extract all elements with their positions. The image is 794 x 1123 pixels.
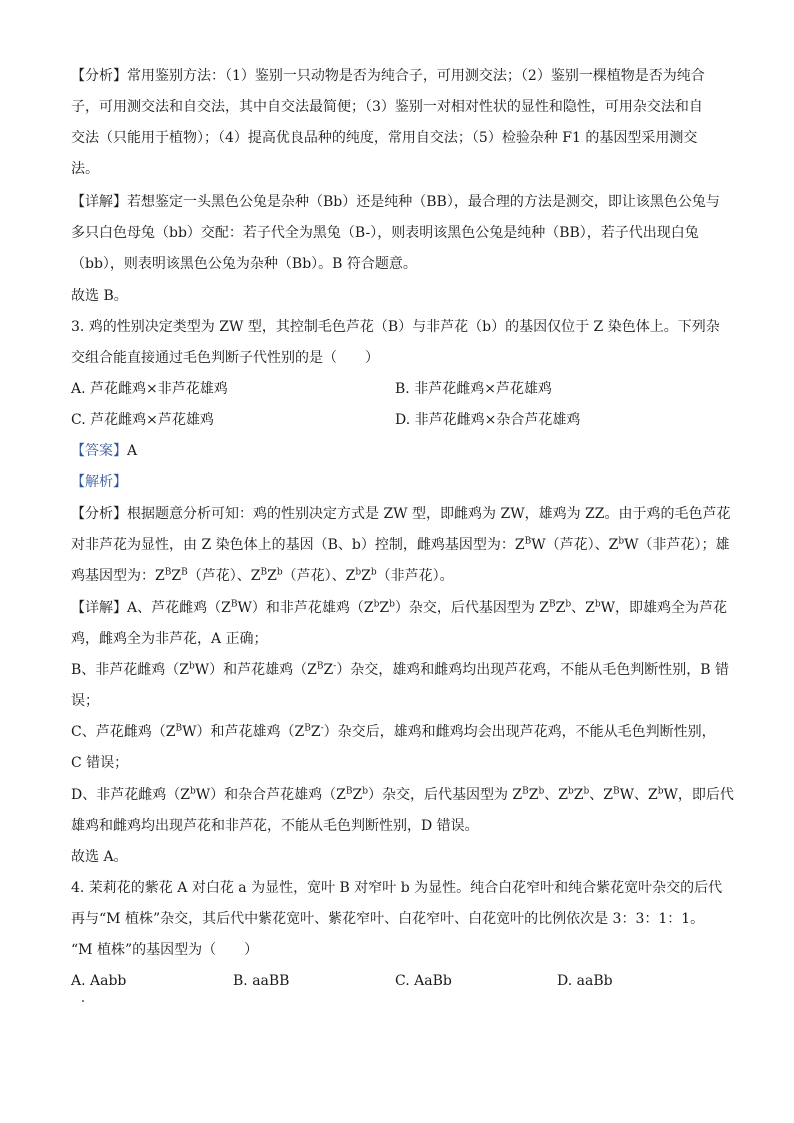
option-b: B. 非芦花雌鸡×芦花雄鸡 (395, 381, 552, 397)
detail-text: （bb），则表明该黑色公兔为杂种（Bb）。B 符合题意。 (71, 256, 417, 272)
option-a: A. Aabb (71, 973, 127, 989)
analysis-text: 法。 (71, 161, 99, 177)
question-stem: 4. 茉莉花的紫花 A 对白花 a 为显性，宽叶 B 对窄叶 b 为显性。纯合白花窄叶和纯合紫花宽叶杂交的后代 (71, 880, 723, 896)
detail-text: A、芦花雌鸡$(Z^BW)$和非芦花雄鸡$(Z^bZ^b)$杂交，后代基因型为 $Z^BZ^b$、$Z^bW$，即雄鸡全为芦花 (127, 599, 728, 616)
analysis-text: 鸡基因型为：$Z^BZ^B$（芦花）、$Z^BZ^b$（芦花）、$Z^bZ^b$（非芦花）。 (71, 567, 454, 584)
answer-value: A (127, 443, 138, 459)
question-stem: 再与“M 植株”杂交，其后代中紫花宽叶、紫花窄叶、白花窄叶、白花宽叶的比例依次是 3：3：1：1。 (71, 911, 705, 927)
detail-text: 若想鉴定一头黑色公兔是杂种（Bb）还是纯种（BB），最合理的方法是测交，即让该黑色公兔与 (127, 194, 720, 210)
conclusion-text: 故选 A。 (71, 849, 128, 865)
option-d: D. 非芦花雌鸡×杂合芦花雄鸡 (395, 412, 581, 428)
stray-mark (82, 1000, 84, 1002)
analysis-paragraph-line (71, 504, 731, 524)
detail-text: 多只白色母兔（bb）交配：若子代全为黑兔（B-），则表明该黑色公兔是纯种（BB），若子代出现白兔 (71, 225, 699, 241)
option-c: C. AaBb (395, 973, 452, 989)
analysis-text: 交法（只能用于植物）；（4）提高优良品种的纯度，常用自交法；（5）检验杂种 F1 的基因型采用测交 (71, 130, 698, 146)
answer-line (71, 441, 137, 461)
detail-tag: 【详解】 (71, 194, 127, 210)
question-stem: “M 植株”的基因型为（ ） (71, 942, 259, 958)
option-c: C. 芦花雌鸡×芦花雄鸡 (71, 412, 214, 428)
detail-text: 雄鸡和雌鸡均出现芦花和非芦花，不能从毛色判断性别，D 错误。 (71, 818, 479, 834)
detail-paragraph-line (71, 598, 727, 618)
question-stem: 交组合能直接通过毛色判断子代性别的是（ ） (71, 350, 379, 366)
detail-text: D、非芦花雌鸡$(Z^bW)$和杂合芦花雄鸡$(Z^BZ^b)$杂交，后代基因型为 $Z^BZ^b$、$Z^bZ^b$、$Z^BW$、$Z^bW$，即后代 (71, 786, 734, 803)
analysis-paragraph-line (71, 66, 705, 86)
analysis-tag: 【分析】 (71, 68, 127, 84)
analysis-text: 根据题意分析可知：鸡的性别决定方式是 ZW 型，即雌鸡为 ZW，雄鸡为 ZZ。由于鸡的毛色芦花 (127, 506, 731, 522)
detail-text: 误； (71, 693, 99, 709)
detail-tag: 【详解】 (71, 600, 127, 616)
explanation-tag: 【解析】 (71, 474, 127, 490)
analysis-text: 子，可用测交法和自交法，其中自交法最简便；（3）鉴别一对相对性状的显性和隐性，可用杂交法和自 (71, 99, 703, 115)
detail-text: C、芦花雌鸡$(Z^BW)$和芦花雄鸡$(Z^BZ^-)$杂交后，雄鸡和雌鸡均会出现芦花鸡，不能从毛色判断性别， (71, 723, 716, 740)
question-stem: 3. 鸡的性别决定类型为 ZW 型，其控制毛色芦花（B）与非芦花（b）的基因仅位于 Z 染色体上。下列杂 (71, 319, 720, 335)
option-a: A. 芦花雌鸡×非芦花雄鸡 (71, 381, 228, 397)
analysis-text: 对非芦花为显性，由 Z 染色体上的基因（B、b）控制，雌鸡基因型为：$Z^BW$（芦花）、$Z^bW$（非芦花）；雄 (71, 536, 730, 553)
option-d: D. aaBb (557, 973, 613, 989)
analysis-tag: 【分析】 (71, 506, 127, 522)
option-b: B. aaBB (233, 973, 290, 989)
detail-text: 鸡，雌鸡全为非芦花，A 正确； (71, 631, 268, 647)
detail-text: B、非芦花雌鸡$(Z^bW)$和芦花雄鸡$(Z^BZ^-)$杂交，雄鸡和雌鸡均出现芦花鸡，不能从毛色判断性别，B 错 (71, 661, 730, 678)
conclusion-text: 故选 B。 (71, 288, 128, 304)
answer-tag: 【答案】 (71, 443, 127, 459)
detail-paragraph-line (71, 192, 720, 212)
analysis-text: 常用鉴别方法：（1）鉴别一只动物是否为纯合子，可用测交法；（2）鉴别一棵植物是否为纯合 (127, 68, 705, 84)
detail-text: C 错误； (71, 755, 129, 771)
